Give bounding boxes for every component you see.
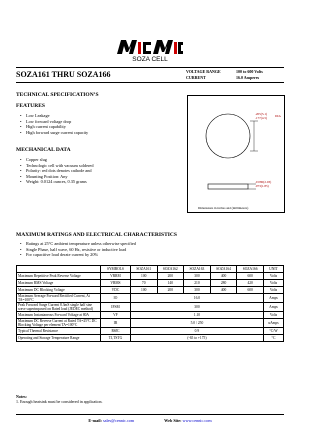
list-item: • For capacitive load derate current by 20%: [20, 252, 136, 258]
list-item: • Polarity: red dots denotes cathode and: [20, 168, 93, 174]
unit-cell: Amps: [263, 294, 283, 303]
company-logo: [117, 38, 183, 54]
website-link[interactable]: www.cennic.com: [182, 418, 212, 423]
list-item: • Weight: 0.0124 ounces, 0.35 grams: [20, 179, 93, 185]
value-cell: 100: [130, 273, 157, 280]
notes: [16, 394, 103, 404]
section-ratings: MAXIMUM RATINGS AND ELECTRICAL CHARACTERISTICS: [16, 232, 177, 238]
table-row: [17, 287, 284, 294]
value-cell: 70: [130, 280, 157, 287]
value-cell: 600: [237, 287, 264, 294]
dim-label: .205(5.1): [255, 112, 268, 116]
unit-cell: °C/W: [263, 328, 283, 335]
unit-cell: Volts: [263, 312, 283, 319]
value-cell: 200: [157, 287, 184, 294]
table-row: [17, 335, 284, 342]
section-features: FEATURES: [16, 103, 45, 109]
list-item: • Low Leakage: [20, 113, 88, 119]
symbol-cell: IO: [101, 294, 131, 303]
symbol-cell: IR: [101, 319, 131, 328]
list-item: • Technologic cell with vacuum soldered: [20, 163, 93, 169]
list-item: • Copper slug: [20, 157, 93, 163]
symbol-cell: VRRM: [101, 273, 131, 280]
diagram-caption: Dimensions in inches and (millimeters): [198, 206, 249, 210]
value-cell: 200: [157, 273, 184, 280]
unit-cell: Volts: [263, 280, 283, 287]
param-cell: Maximum RMS Voltage: [17, 280, 101, 287]
value-cell: 300: [184, 273, 211, 280]
value-cell: 5.0 / 250: [130, 319, 263, 328]
param-cell: Typical Thermal Resistance: [17, 328, 101, 335]
table-row: [17, 273, 284, 280]
value-cell: 210: [184, 280, 211, 287]
section-technical: TECHNICAL SPECIFICATION’S: [16, 92, 99, 98]
section-mechanical: MECHANICAL DATA: [16, 147, 71, 153]
symbol-cell: VRMS: [101, 280, 131, 287]
value-cell: 0.9: [130, 328, 263, 335]
value-cell: 100: [130, 287, 157, 294]
symbol-cell: VDC: [101, 287, 131, 294]
symbol-cell: IFSM: [101, 303, 131, 312]
dim-label: DIA: [275, 114, 281, 118]
unit-cell: Volts: [263, 273, 283, 280]
unit-cell: uAmps: [263, 319, 283, 328]
param-cell: Operating and Storage Temperature Range: [17, 335, 101, 342]
value-cell: 16.0: [130, 294, 263, 303]
value-cell: 300: [184, 287, 211, 294]
unit-cell: °C: [263, 335, 283, 342]
value-cell: 280: [210, 280, 237, 287]
divider: [16, 82, 284, 83]
table-header: UNIT: [263, 266, 283, 273]
spec-label: CURRENT: [186, 75, 206, 80]
value-cell: 1.10: [130, 312, 263, 319]
table-row: [17, 303, 284, 312]
param-cell: Peak Forward Surge Current 8.3mS single half sine wave superimposed on Rated load (JEDEC method): [17, 303, 101, 312]
value-cell: 300: [130, 303, 263, 312]
param-cell: Maximum DC Reverse Current at Rated TA=25°C DC Blocking Voltage per element TA=100°C: [17, 319, 101, 328]
table-header: [17, 266, 101, 273]
value-cell: 420: [237, 280, 264, 287]
divider: [16, 67, 284, 68]
table-header: SOZA162: [157, 266, 184, 273]
symbol-cell: VF: [101, 312, 131, 319]
table-row: [17, 312, 284, 319]
table-row: [17, 319, 284, 328]
param-cell: Maximum Average Forward Rectified Current, At TA=100°C: [17, 294, 101, 303]
table-header-row: [17, 266, 284, 273]
table-header: SOZA161: [130, 266, 157, 273]
symbol-cell: RθJC: [101, 328, 131, 335]
ratings-notes: [20, 241, 136, 258]
note-item: 1. Enough heatsink must be considered in application.: [16, 399, 103, 404]
list-item: • High forward surge current capacity: [20, 130, 88, 136]
table-row: [17, 294, 284, 303]
notes-title: Notes:: [16, 394, 27, 399]
table-header: SOZA164: [210, 266, 237, 273]
param-cell: Maximum Repetitive Peak Reverse Voltage: [17, 273, 101, 280]
dim-label: .177(4.5): [255, 116, 268, 120]
features-list: [20, 113, 88, 135]
mechanical-list: [20, 157, 93, 185]
table-row: [17, 328, 284, 335]
list-item: • Low forward voltage drop: [20, 119, 88, 125]
value-cell: 140: [157, 280, 184, 287]
email-link[interactable]: sales@cennic.com: [102, 418, 135, 423]
symbol-cell: TJ,TSTG: [101, 335, 131, 342]
package-diagram: [187, 95, 285, 213]
product-subtitle: SOZA CELL: [132, 56, 168, 63]
value-cell: (-65 to +175): [130, 335, 263, 342]
website-label: Web Site:: [164, 418, 182, 423]
list-item: • Ratings at 25°C ambient temperature unless otherwise specified: [20, 241, 136, 247]
param-cell: Maximum DC Blocking Voltage: [17, 287, 101, 294]
email-label: E-mail:: [88, 418, 102, 423]
table-header: SOZA166: [237, 266, 264, 273]
value-cell: 600: [237, 273, 264, 280]
param-cell: Maximum Instantaneous Forward Voltage at 80A: [17, 312, 101, 319]
dim-label: .0 080(2.03): [255, 180, 272, 184]
table-header: SOZA163: [184, 266, 211, 273]
spec-label: VOLTAGE RANGE: [186, 69, 221, 74]
spec-value: 16.0 Amperes: [236, 75, 260, 80]
value-cell: 400: [210, 287, 237, 294]
divider: [16, 414, 284, 415]
table-header: SYMBOLS: [101, 266, 131, 273]
part-title: SOZA161 THRU SOZA166: [16, 70, 111, 79]
list-item: • Single Phase, half wave, 60 Hz, resistive or inductive load: [20, 247, 136, 253]
spec-value: 100 to 600 Volts: [236, 69, 263, 74]
unit-cell: Volts: [263, 287, 283, 294]
footer: [0, 418, 300, 423]
unit-cell: Amps: [263, 303, 283, 312]
spec-summary: [186, 69, 263, 81]
value-cell: 400: [210, 273, 237, 280]
characteristics-table: [16, 265, 284, 342]
table-row: [17, 280, 284, 287]
list-item: • Mounting Position: Any: [20, 174, 93, 180]
list-item: • High current capability: [20, 124, 88, 130]
dim-label: .073(1.85): [255, 184, 269, 188]
